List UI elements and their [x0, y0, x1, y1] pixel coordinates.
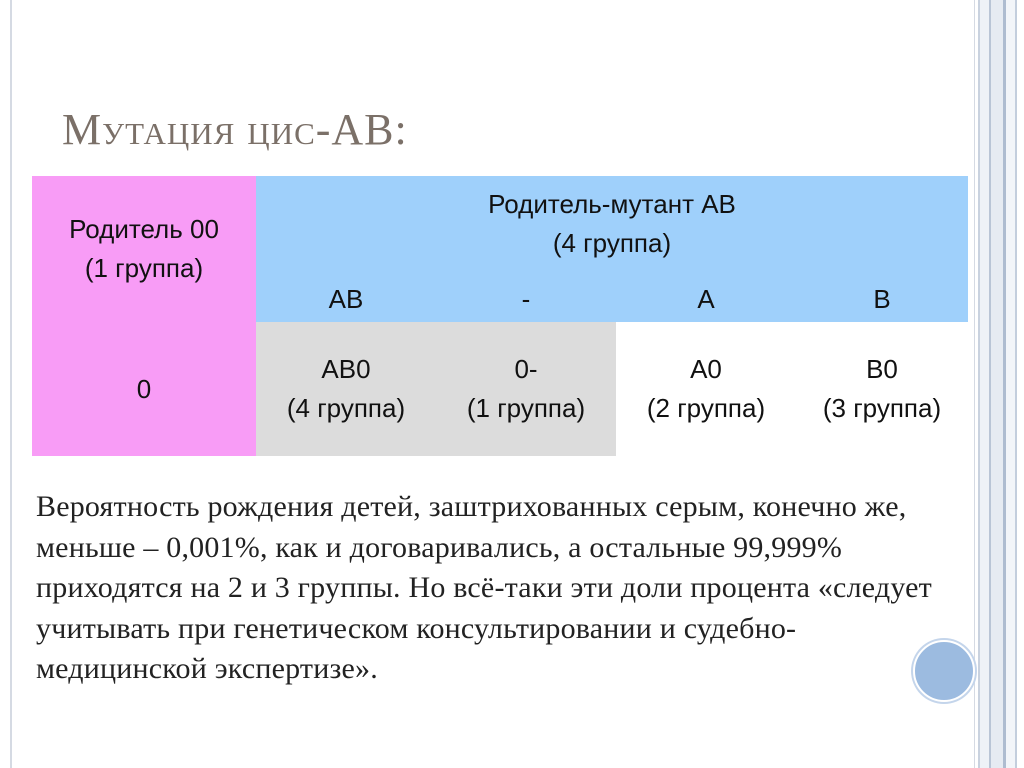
- parent-mutant-header: [256, 176, 968, 277]
- offspring-0-null: [436, 322, 616, 456]
- explanation-text: Вероятность рождения детей, заштрихованных серым, конечно же, меньше – 0,001%, как и договаривались, а остальные 99,999% приходятся на 2 и 3 группы. Но всё-таки эти доли процента «следует учитывать при генетическом консультировании и судебно-медицинской экспертизе».: [36, 490, 932, 685]
- offspring-group: (2 группа): [646, 393, 766, 423]
- offspring-genotype: А0: [690, 354, 722, 384]
- decorative-circle: [913, 640, 975, 702]
- slide-title: Мутация цис-АВ:: [62, 105, 408, 154]
- offspring-ab0: [256, 322, 436, 456]
- offspring-genotype: АВ0: [321, 354, 371, 384]
- mutant-gamete-null: -: [436, 277, 616, 322]
- mutant-gamete-a: А: [616, 277, 796, 322]
- normal-gamete-0: 0: [32, 322, 256, 456]
- parent-mutant-group: (4 группа): [552, 227, 672, 258]
- mutant-gamete-b: В: [796, 277, 968, 322]
- mutant-gamete-ab: АВ: [256, 277, 436, 322]
- parent-mutant-label: Родитель-мутант АВ: [488, 188, 736, 219]
- offspring-b0: [796, 322, 968, 456]
- parent-normal-group: (1 группа): [84, 253, 204, 283]
- offspring-genotype: В0: [866, 354, 898, 384]
- offspring-group: (4 группа): [286, 393, 406, 423]
- parent-normal-label: Родитель 00: [69, 214, 219, 244]
- offspring-group: (1 группа): [466, 393, 586, 423]
- offspring-genotype: 0-: [514, 354, 538, 384]
- offspring-a0: [616, 322, 796, 456]
- offspring-group: (3 группа): [822, 393, 942, 423]
- parent-normal-header: [32, 176, 256, 322]
- decorative-stripes: [975, 0, 1024, 768]
